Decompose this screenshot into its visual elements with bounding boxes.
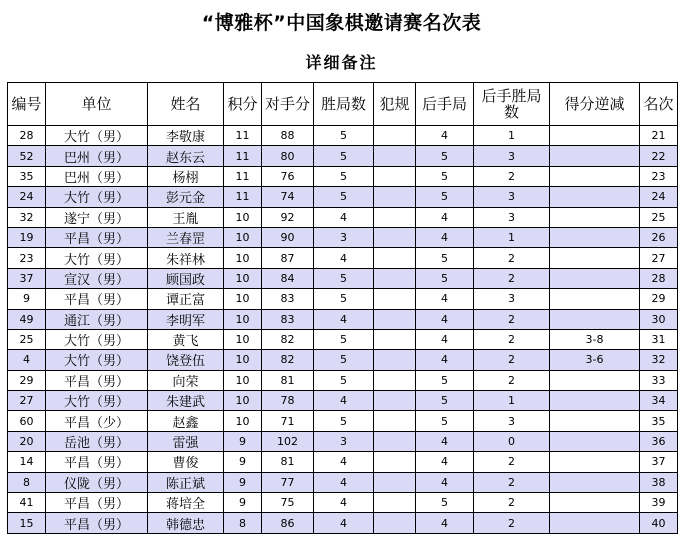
- cell-wins: 4: [314, 452, 374, 472]
- cell-rank: 24: [640, 187, 678, 207]
- cell-opponent-score: 87: [262, 248, 314, 268]
- cell-wins: 5: [314, 289, 374, 309]
- table-row: [8, 268, 678, 288]
- cell-wins: 4: [314, 309, 374, 329]
- cell-rank: 23: [640, 166, 678, 186]
- cell-unit: 宣汉（男）: [46, 268, 148, 288]
- cell-second-wins: 2: [474, 166, 550, 186]
- table-header-row: [8, 83, 678, 126]
- cell-score: 11: [224, 126, 262, 146]
- table-row: [8, 248, 678, 268]
- cell-reverse-score: [550, 391, 640, 411]
- cell-id: 23: [8, 248, 46, 268]
- table-row: [8, 472, 678, 492]
- cell-id: 28: [8, 126, 46, 146]
- table-row: [8, 166, 678, 186]
- cell-second-wins: 3: [474, 411, 550, 431]
- cell-opponent-score: 88: [262, 126, 314, 146]
- cell-reverse-score: [550, 370, 640, 390]
- cell-fouls: [374, 227, 416, 247]
- cell-second-games: 5: [416, 146, 474, 166]
- cell-opponent-score: 86: [262, 513, 314, 533]
- cell-name: 李敬康: [148, 126, 224, 146]
- cell-fouls: [374, 411, 416, 431]
- cell-id: 60: [8, 411, 46, 431]
- cell-id: 8: [8, 472, 46, 492]
- table-row: [8, 309, 678, 329]
- page-subtitle: 详细备注: [305, 53, 378, 72]
- cell-reverse-score: [550, 126, 640, 146]
- cell-name: 谭正富: [148, 289, 224, 309]
- table-row: [8, 513, 678, 533]
- cell-reverse-score: [550, 472, 640, 492]
- cell-second-games: 5: [416, 187, 474, 207]
- cell-second-games: 5: [416, 166, 474, 186]
- cell-opponent-score: 76: [262, 166, 314, 186]
- cell-wins: 4: [314, 391, 374, 411]
- header-id: 编号: [8, 83, 46, 126]
- ranking-table: [7, 82, 678, 534]
- cell-opponent-score: 83: [262, 309, 314, 329]
- table-body: [8, 126, 678, 534]
- cell-reverse-score: [550, 493, 640, 513]
- cell-unit: 巴州（男）: [46, 166, 148, 186]
- cell-score: 9: [224, 493, 262, 513]
- cell-id: 20: [8, 431, 46, 451]
- cell-second-wins: 3: [474, 207, 550, 227]
- cell-reverse-score: 3-8: [550, 329, 640, 349]
- cell-fouls: [374, 187, 416, 207]
- cell-fouls: [374, 350, 416, 370]
- cell-rank: 29: [640, 289, 678, 309]
- table-row: [8, 391, 678, 411]
- cell-wins: 3: [314, 227, 374, 247]
- table-row: [8, 350, 678, 370]
- cell-second-wins: 2: [474, 472, 550, 492]
- header-second-games: 后手局: [416, 83, 474, 126]
- cell-opponent-score: 81: [262, 452, 314, 472]
- cell-id: 29: [8, 370, 46, 390]
- cell-second-games: 4: [416, 309, 474, 329]
- cell-id: 19: [8, 227, 46, 247]
- cell-reverse-score: [550, 248, 640, 268]
- cell-score: 10: [224, 411, 262, 431]
- cell-unit: 遂宁（男）: [46, 207, 148, 227]
- cell-reverse-score: 3-6: [550, 350, 640, 370]
- cell-unit: 大竹（男）: [46, 126, 148, 146]
- header-opponent-score: 对手分: [262, 83, 314, 126]
- cell-wins: 5: [314, 187, 374, 207]
- cell-score: 10: [224, 370, 262, 390]
- cell-name: 王胤: [148, 207, 224, 227]
- cell-rank: 37: [640, 452, 678, 472]
- cell-opponent-score: 71: [262, 411, 314, 431]
- cell-wins: 4: [314, 472, 374, 492]
- header-rank: 名次: [640, 83, 678, 126]
- table-row: [8, 126, 678, 146]
- cell-fouls: [374, 289, 416, 309]
- cell-unit: 平昌（男）: [46, 289, 148, 309]
- cell-id: 35: [8, 166, 46, 186]
- cell-name: 李明军: [148, 309, 224, 329]
- cell-fouls: [374, 431, 416, 451]
- cell-rank: 36: [640, 431, 678, 451]
- cell-opponent-score: 90: [262, 227, 314, 247]
- cell-rank: 25: [640, 207, 678, 227]
- cell-id: 41: [8, 493, 46, 513]
- cell-wins: 5: [314, 350, 374, 370]
- cell-second-wins: 2: [474, 329, 550, 349]
- cell-fouls: [374, 268, 416, 288]
- cell-opponent-score: 74: [262, 187, 314, 207]
- cell-score: 11: [224, 187, 262, 207]
- table-row: [8, 207, 678, 227]
- cell-name: 彭元金: [148, 187, 224, 207]
- cell-unit: 大竹（男）: [46, 248, 148, 268]
- cell-reverse-score: [550, 187, 640, 207]
- cell-fouls: [374, 207, 416, 227]
- cell-name: 赵鑫: [148, 411, 224, 431]
- cell-rank: 35: [640, 411, 678, 431]
- page-title: “博雅杯”中国象棋邀请赛名次表: [201, 12, 482, 34]
- table-row: [8, 146, 678, 166]
- cell-id: 32: [8, 207, 46, 227]
- cell-name: 杨栩: [148, 166, 224, 186]
- cell-id: 24: [8, 187, 46, 207]
- cell-rank: 26: [640, 227, 678, 247]
- cell-unit: 平昌（男）: [46, 370, 148, 390]
- cell-name: 朱祥林: [148, 248, 224, 268]
- cell-name: 蒋培全: [148, 493, 224, 513]
- cell-wins: 4: [314, 493, 374, 513]
- cell-fouls: [374, 513, 416, 533]
- cell-rank: 40: [640, 513, 678, 533]
- cell-rank: 38: [640, 472, 678, 492]
- cell-opponent-score: 75: [262, 493, 314, 513]
- cell-score: 10: [224, 350, 262, 370]
- cell-fouls: [374, 248, 416, 268]
- cell-opponent-score: 82: [262, 329, 314, 349]
- cell-opponent-score: 80: [262, 146, 314, 166]
- cell-reverse-score: [550, 268, 640, 288]
- cell-unit: 大竹（男）: [46, 187, 148, 207]
- cell-second-wins: 2: [474, 452, 550, 472]
- cell-fouls: [374, 370, 416, 390]
- cell-rank: 28: [640, 268, 678, 288]
- cell-second-games: 5: [416, 370, 474, 390]
- cell-second-games: 4: [416, 126, 474, 146]
- cell-second-games: 4: [416, 329, 474, 349]
- cell-second-games: 4: [416, 472, 474, 492]
- cell-opponent-score: 84: [262, 268, 314, 288]
- cell-second-games: 4: [416, 452, 474, 472]
- cell-name: 韩德忠: [148, 513, 224, 533]
- cell-score: 10: [224, 391, 262, 411]
- cell-id: 25: [8, 329, 46, 349]
- cell-second-games: 4: [416, 431, 474, 451]
- cell-wins: 5: [314, 268, 374, 288]
- cell-rank: 32: [640, 350, 678, 370]
- cell-fouls: [374, 391, 416, 411]
- cell-wins: 5: [314, 166, 374, 186]
- cell-second-wins: 2: [474, 350, 550, 370]
- cell-second-games: 5: [416, 248, 474, 268]
- cell-unit: 仪陇（男）: [46, 472, 148, 492]
- cell-reverse-score: [550, 431, 640, 451]
- cell-id: 49: [8, 309, 46, 329]
- cell-unit: 大竹（男）: [46, 391, 148, 411]
- cell-second-wins: 3: [474, 146, 550, 166]
- header-fouls: 犯规: [374, 83, 416, 126]
- cell-reverse-score: [550, 166, 640, 186]
- cell-opponent-score: 82: [262, 350, 314, 370]
- cell-score: 10: [224, 329, 262, 349]
- table-row: [8, 329, 678, 349]
- cell-score: 8: [224, 513, 262, 533]
- cell-fouls: [374, 166, 416, 186]
- cell-rank: 33: [640, 370, 678, 390]
- cell-second-wins: 1: [474, 126, 550, 146]
- cell-second-wins: 2: [474, 268, 550, 288]
- cell-second-wins: 2: [474, 309, 550, 329]
- cell-unit: 大竹（男）: [46, 350, 148, 370]
- cell-score: 10: [224, 227, 262, 247]
- cell-fouls: [374, 126, 416, 146]
- cell-second-games: 4: [416, 207, 474, 227]
- cell-rank: 31: [640, 329, 678, 349]
- cell-reverse-score: [550, 146, 640, 166]
- cell-name: 顾国政: [148, 268, 224, 288]
- header-second-wins: [474, 83, 550, 126]
- cell-second-games: 4: [416, 227, 474, 247]
- table-row: [8, 370, 678, 390]
- cell-score: 9: [224, 452, 262, 472]
- table-row: [8, 452, 678, 472]
- cell-id: 9: [8, 289, 46, 309]
- cell-opponent-score: 81: [262, 370, 314, 390]
- cell-opponent-score: 77: [262, 472, 314, 492]
- cell-second-wins: 3: [474, 289, 550, 309]
- cell-wins: 5: [314, 146, 374, 166]
- cell-score: 9: [224, 431, 262, 451]
- cell-id: 52: [8, 146, 46, 166]
- cell-wins: 5: [314, 126, 374, 146]
- cell-name: 饶登伍: [148, 350, 224, 370]
- cell-rank: 39: [640, 493, 678, 513]
- cell-reverse-score: [550, 309, 640, 329]
- cell-second-wins: 3: [474, 187, 550, 207]
- cell-unit: 平昌（男）: [46, 513, 148, 533]
- header-reverse-score: 得分逆减: [550, 83, 640, 126]
- cell-opponent-score: 92: [262, 207, 314, 227]
- cell-id: 37: [8, 268, 46, 288]
- cell-second-wins: 2: [474, 370, 550, 390]
- cell-second-games: 5: [416, 268, 474, 288]
- header-unit: 单位: [46, 83, 148, 126]
- cell-unit: 平昌（男）: [46, 493, 148, 513]
- cell-unit: 平昌（男）: [46, 452, 148, 472]
- cell-id: 4: [8, 350, 46, 370]
- cell-name: 雷强: [148, 431, 224, 451]
- cell-wins: 4: [314, 513, 374, 533]
- cell-name: 曹俊: [148, 452, 224, 472]
- cell-wins: 4: [314, 207, 374, 227]
- cell-rank: 34: [640, 391, 678, 411]
- cell-fouls: [374, 146, 416, 166]
- cell-unit: 巴州（男）: [46, 146, 148, 166]
- cell-second-wins: 1: [474, 391, 550, 411]
- cell-fouls: [374, 309, 416, 329]
- cell-second-wins: 2: [474, 248, 550, 268]
- cell-name: 陈正斌: [148, 472, 224, 492]
- cell-second-games: 5: [416, 411, 474, 431]
- cell-rank: 30: [640, 309, 678, 329]
- cell-wins: 3: [314, 431, 374, 451]
- cell-id: 27: [8, 391, 46, 411]
- cell-score: 10: [224, 289, 262, 309]
- cell-second-wins: 0: [474, 431, 550, 451]
- cell-name: 向荣: [148, 370, 224, 390]
- table-row: [8, 431, 678, 451]
- cell-wins: 4: [314, 248, 374, 268]
- table-row: [8, 187, 678, 207]
- cell-wins: 5: [314, 370, 374, 390]
- cell-name: 朱建武: [148, 391, 224, 411]
- cell-reverse-score: [550, 207, 640, 227]
- cell-fouls: [374, 452, 416, 472]
- header-wins: 胜局数: [314, 83, 374, 126]
- cell-wins: 5: [314, 329, 374, 349]
- cell-rank: 21: [640, 126, 678, 146]
- cell-reverse-score: [550, 227, 640, 247]
- cell-second-games: 5: [416, 391, 474, 411]
- cell-second-wins: 1: [474, 227, 550, 247]
- cell-score: 11: [224, 146, 262, 166]
- cell-score: 10: [224, 248, 262, 268]
- cell-id: 14: [8, 452, 46, 472]
- cell-rank: 27: [640, 248, 678, 268]
- cell-name: 黄飞: [148, 329, 224, 349]
- cell-id: 15: [8, 513, 46, 533]
- table-row: [8, 411, 678, 431]
- cell-score: 10: [224, 268, 262, 288]
- cell-second-wins: 2: [474, 513, 550, 533]
- cell-reverse-score: [550, 452, 640, 472]
- cell-opponent-score: 102: [262, 431, 314, 451]
- cell-unit: 平昌（男）: [46, 227, 148, 247]
- cell-score: 11: [224, 166, 262, 186]
- cell-score: 10: [224, 207, 262, 227]
- cell-second-wins: 2: [474, 493, 550, 513]
- cell-unit: 通江（男）: [46, 309, 148, 329]
- cell-second-games: 4: [416, 350, 474, 370]
- header-second-wins-label: 后手胜局数: [481, 87, 542, 121]
- cell-reverse-score: [550, 411, 640, 431]
- cell-opponent-score: 78: [262, 391, 314, 411]
- cell-wins: 5: [314, 411, 374, 431]
- cell-name: 兰春罡: [148, 227, 224, 247]
- cell-score: 10: [224, 309, 262, 329]
- cell-opponent-score: 83: [262, 289, 314, 309]
- table-row: [8, 289, 678, 309]
- header-name: 姓名: [148, 83, 224, 126]
- cell-second-games: 4: [416, 513, 474, 533]
- cell-unit: 平昌（少）: [46, 411, 148, 431]
- table-row: [8, 227, 678, 247]
- table-row: [8, 493, 678, 513]
- cell-fouls: [374, 472, 416, 492]
- cell-unit: 岳池（男）: [46, 431, 148, 451]
- cell-reverse-score: [550, 289, 640, 309]
- cell-second-games: 5: [416, 493, 474, 513]
- cell-fouls: [374, 493, 416, 513]
- cell-score: 9: [224, 472, 262, 492]
- cell-name: 赵东云: [148, 146, 224, 166]
- cell-second-games: 4: [416, 289, 474, 309]
- cell-rank: 22: [640, 146, 678, 166]
- cell-reverse-score: [550, 513, 640, 533]
- header-score: 积分: [224, 83, 262, 126]
- cell-unit: 大竹（男）: [46, 329, 148, 349]
- cell-fouls: [374, 329, 416, 349]
